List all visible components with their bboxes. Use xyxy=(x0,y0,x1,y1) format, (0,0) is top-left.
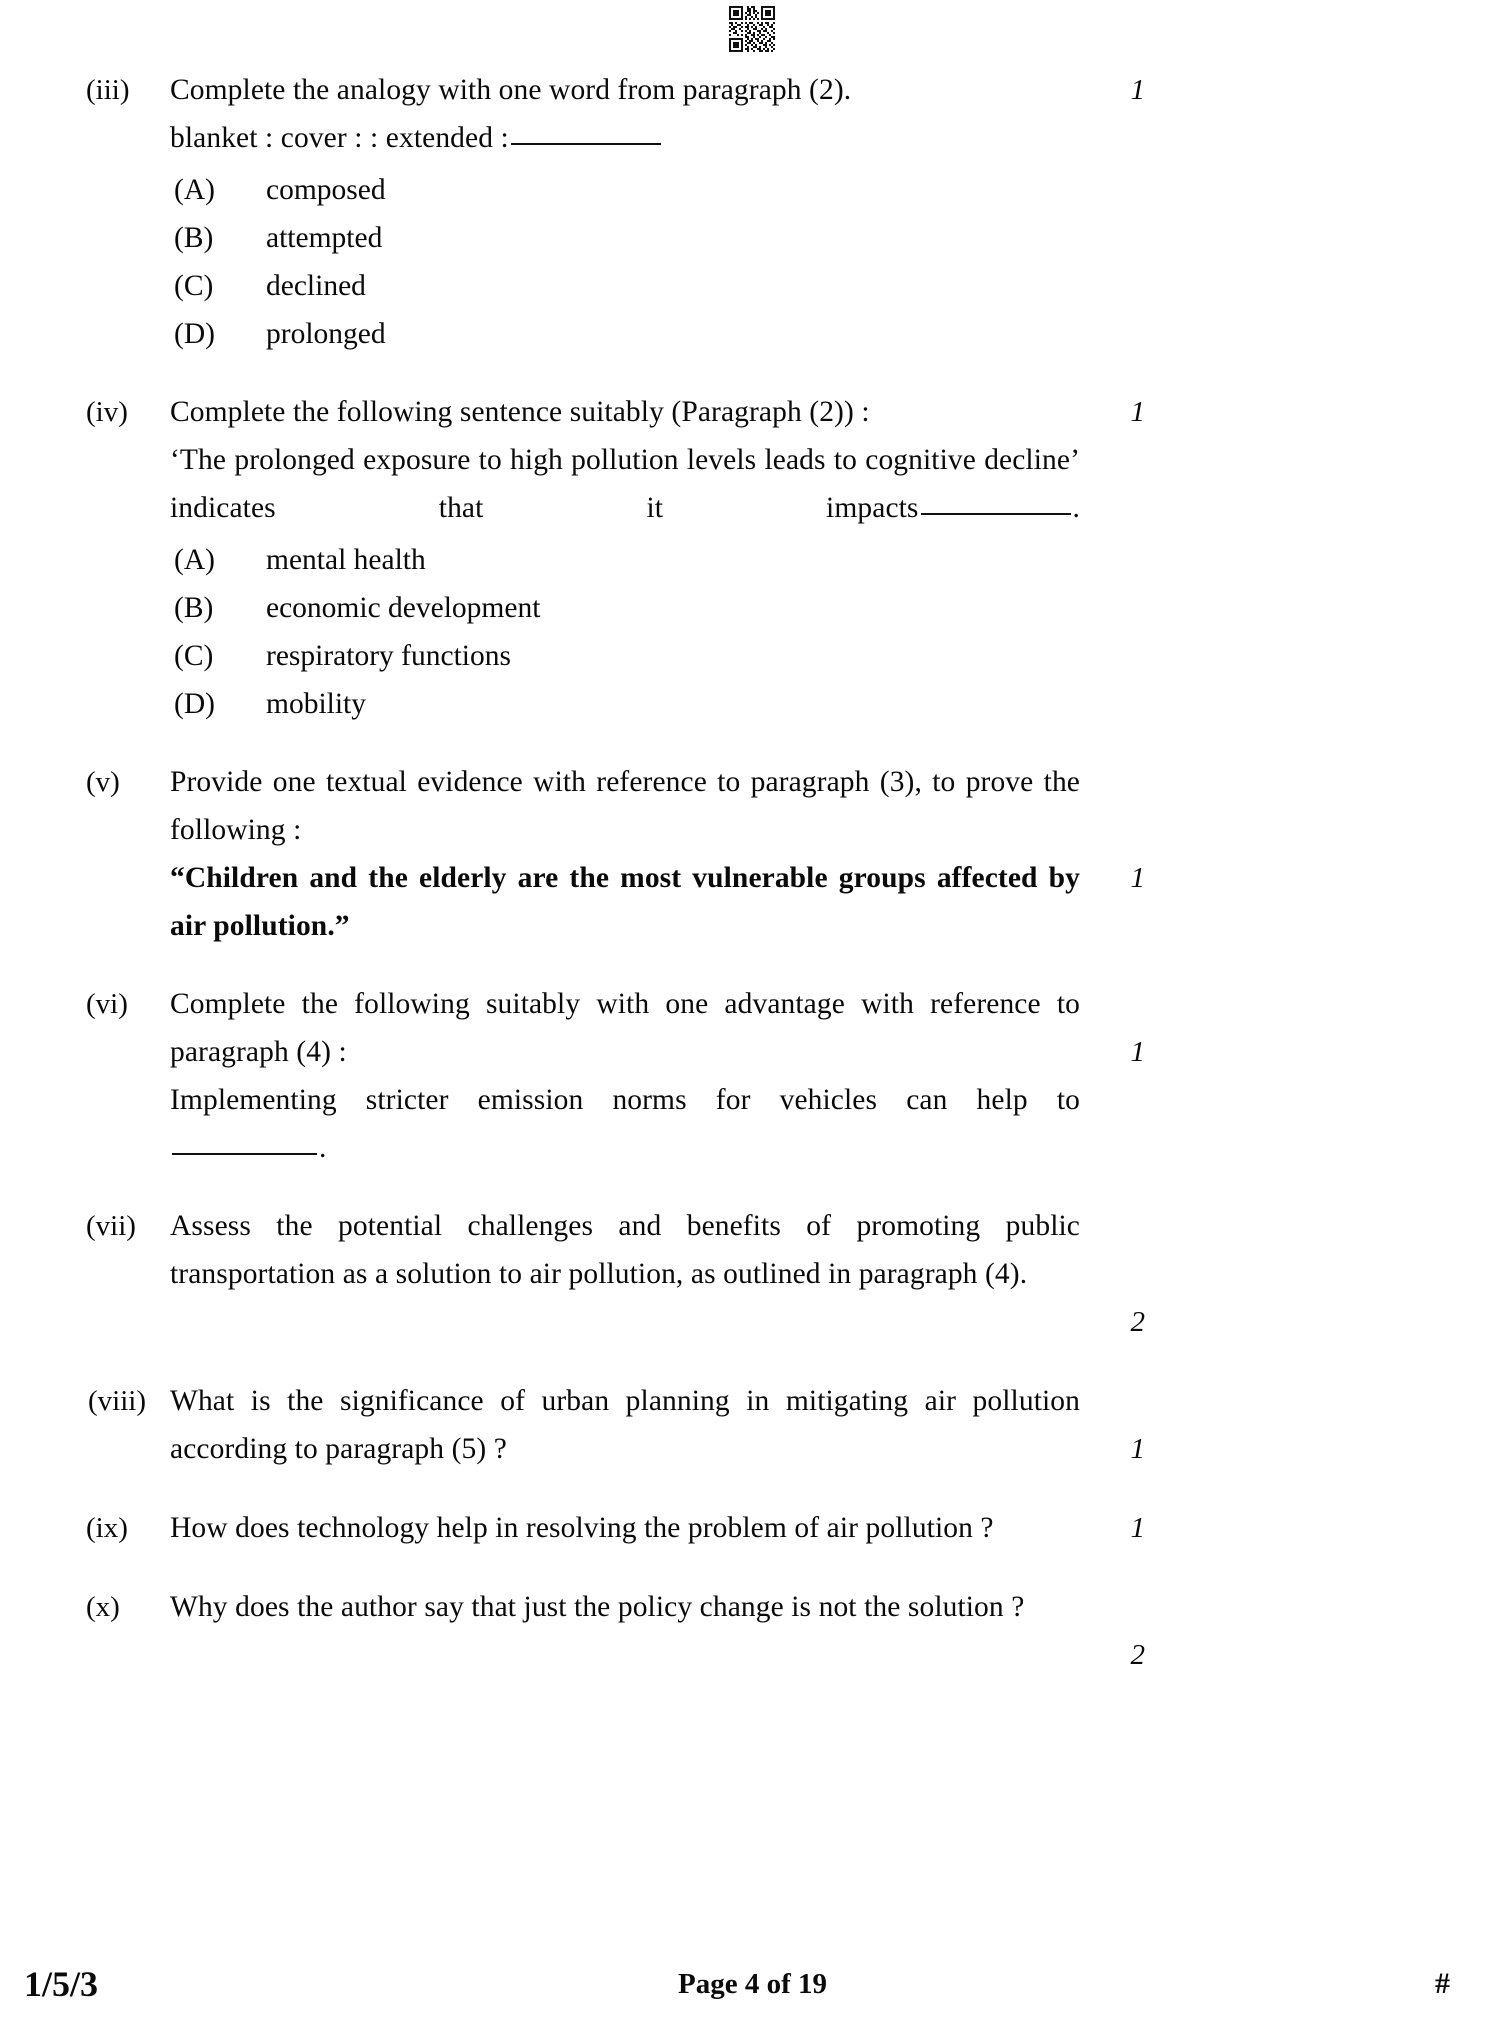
marks-column xyxy=(1080,1583,1200,1680)
spacer xyxy=(0,358,1505,388)
option-key: (C) xyxy=(174,640,214,672)
option-c[interactable] xyxy=(170,632,1080,680)
page-footer xyxy=(0,1960,1505,2008)
question-number: (viii) xyxy=(88,1385,146,1417)
completion-blank-line xyxy=(170,1124,1080,1172)
option-d[interactable] xyxy=(170,680,1080,728)
marks-value: 1 xyxy=(1130,1036,1145,1068)
completion-prompt: Implementing stricter emission norms for vehicles can help to xyxy=(170,1084,1080,1116)
question-number: (vii) xyxy=(86,1210,136,1242)
option-label: attempted xyxy=(266,222,383,254)
question-stem: What is the significance of urban planning in mitigating air pollution according to paragraph (5) ? xyxy=(170,1385,1080,1465)
spacer xyxy=(0,1553,1505,1583)
question-iii xyxy=(0,66,1505,358)
marks-value: 2 xyxy=(1130,1639,1145,1671)
question-stem: How does technology help in resolving the problem of air pollution ? xyxy=(170,1512,994,1544)
marks-value: 1 xyxy=(1130,862,1145,894)
question-number: (ix) xyxy=(86,1512,128,1544)
question-iv xyxy=(0,388,1505,728)
spacer xyxy=(0,1347,1505,1377)
marks-value: 2 xyxy=(1130,1306,1145,1338)
marks-column xyxy=(1080,758,1200,903)
question-quote xyxy=(170,436,1080,532)
option-key: (D) xyxy=(174,688,215,720)
question-stem: Why does the author say that just the policy change is not the solution ? xyxy=(170,1591,1025,1623)
spacer xyxy=(0,950,1505,980)
spacer xyxy=(0,1172,1505,1202)
paper-code: 1/5/3 xyxy=(24,1964,99,2004)
question-stem: Provide one textual evidence with reference to paragraph (3), to prove the following : xyxy=(170,766,1080,846)
question-number: (v) xyxy=(86,766,120,798)
question-stem: Complete the following suitably with one advantage with reference to paragraph (4) : xyxy=(170,988,1080,1068)
option-label: respiratory functions xyxy=(266,640,511,672)
question-viii xyxy=(0,1377,1505,1474)
option-b[interactable] xyxy=(170,584,1080,632)
question-number: (iv) xyxy=(86,396,128,428)
question-x xyxy=(0,1583,1505,1680)
option-b[interactable] xyxy=(170,214,1080,262)
question-stem: Complete the following sentence suitably (Paragraph (2)) : xyxy=(170,396,870,428)
option-label: economic development xyxy=(266,592,541,624)
question-vi xyxy=(0,980,1505,1172)
marks-value: 1 xyxy=(1130,1512,1145,1544)
option-a[interactable] xyxy=(170,166,1080,214)
option-c[interactable] xyxy=(170,262,1080,310)
option-key: (A) xyxy=(174,544,215,576)
marks-column xyxy=(1080,1377,1200,1474)
marks-value: 1 xyxy=(1130,396,1145,428)
question-list xyxy=(0,66,1505,1680)
option-key: (B) xyxy=(174,592,214,624)
option-label: prolonged xyxy=(266,318,386,350)
question-number: (iii) xyxy=(86,74,130,106)
end-mark: # xyxy=(1435,1967,1450,2000)
question-ix xyxy=(0,1504,1505,1553)
option-label: mental health xyxy=(266,544,426,576)
answer-blank[interactable] xyxy=(921,513,1071,515)
question-stem: Complete the analogy with one word from paragraph (2). xyxy=(170,74,852,106)
completion-tail: . xyxy=(319,1132,327,1164)
marks-value: 1 xyxy=(1130,74,1145,106)
option-key: (C) xyxy=(174,270,214,302)
marks-column xyxy=(1080,1202,1200,1347)
option-label: composed xyxy=(266,174,386,206)
question-stem: Assess the potential challenges and benefits of promoting public transportation as a solution to air pollution, as outlined in paragraph (4). xyxy=(170,1210,1080,1290)
question-number: (x) xyxy=(86,1591,120,1623)
analogy-prompt xyxy=(170,114,1080,162)
option-key: (D) xyxy=(174,318,215,350)
quote-tail: . xyxy=(1072,492,1080,524)
page-number: Page 4 of 19 xyxy=(678,1967,827,2000)
marks-column xyxy=(1080,980,1200,1077)
option-list-iv xyxy=(170,536,1080,728)
spacer xyxy=(0,728,1505,758)
option-d[interactable] xyxy=(170,310,1080,358)
option-list-iii xyxy=(170,166,1080,358)
question-v xyxy=(0,758,1505,950)
answer-blank[interactable] xyxy=(511,143,661,145)
option-key: (A) xyxy=(174,174,215,206)
spacer xyxy=(0,1474,1505,1504)
option-a[interactable] xyxy=(170,536,1080,584)
evidence-quote: “Children and the elderly are the most vulnerable groups affected by air pollution.” xyxy=(170,862,1080,942)
qr-code-icon xyxy=(714,4,790,54)
marks-value: 1 xyxy=(1130,1433,1145,1465)
option-label: mobility xyxy=(266,688,366,720)
analogy-text: blanket : cover : : extended : xyxy=(170,122,509,154)
quote-text: ‘The prolonged exposure to high pollution levels leads to cognitive decline’ indicates that it impacts xyxy=(170,444,1080,524)
answer-blank[interactable] xyxy=(172,1153,317,1155)
option-label: declined xyxy=(266,270,366,302)
question-vii xyxy=(0,1202,1505,1347)
option-key: (B) xyxy=(174,222,214,254)
question-number: (vi) xyxy=(86,988,128,1020)
